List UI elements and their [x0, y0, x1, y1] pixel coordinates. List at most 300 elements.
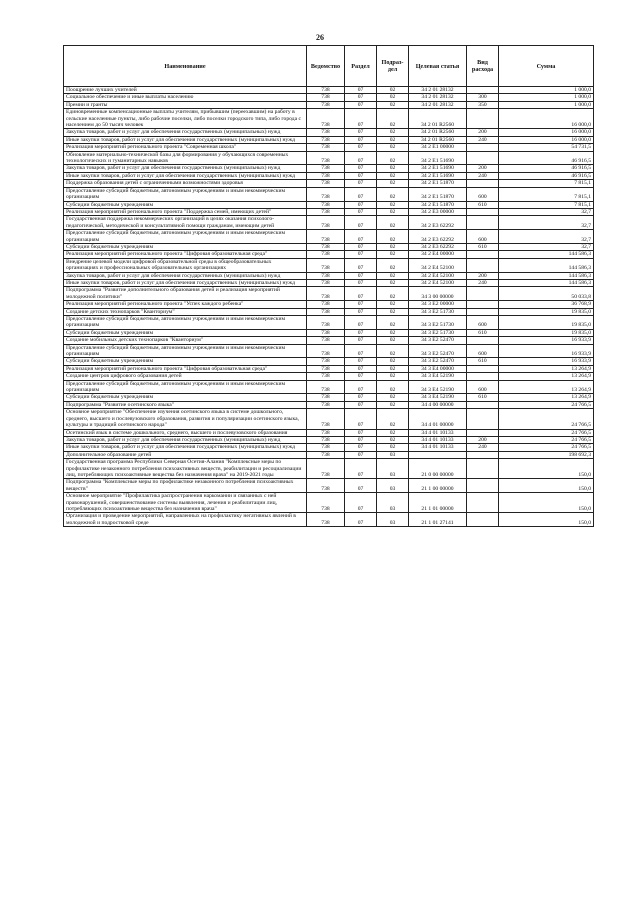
- row-subsection: 02: [377, 109, 409, 129]
- row-subsection: 02: [377, 401, 409, 408]
- row-name: Единовременные компенсационные выплаты учителям, прибывшим (переехавшим) на работу в сельские населенные пункты, либо рабочие поселки, либо поселки городского типа, либо города с населением до 50 тысяч человек: [64, 109, 307, 129]
- budget-table: [63, 45, 594, 527]
- row-expense-type: [467, 251, 499, 258]
- row-expense-type: 600: [467, 344, 499, 358]
- row-name: Подпрограмма "Комплексные меры по профилактике незаконного потребления психоактивных веществ": [64, 479, 307, 493]
- table-row: [64, 301, 594, 308]
- row-subsection: 02: [377, 344, 409, 358]
- table-row: [64, 493, 594, 513]
- row-target-article: 34 4 01 00000: [409, 409, 467, 429]
- row-target-article: 34 2 01 R2560: [409, 109, 467, 129]
- row-section: 07: [345, 109, 377, 129]
- row-department: 738: [307, 180, 345, 187]
- row-department: 738: [307, 258, 345, 272]
- row-section: 07: [345, 451, 377, 458]
- row-subsection: 02: [377, 329, 409, 336]
- row-name: Реализация мероприятий регионального проекта "Успех каждого ребенка": [64, 301, 307, 308]
- row-section: 07: [345, 365, 377, 372]
- header-department: Ведомство: [307, 46, 345, 87]
- row-name: Поддержка образования детей с ограниченными возможностями здоровья: [64, 180, 307, 187]
- row-amount: 1 000,0: [499, 101, 594, 108]
- row-section: 07: [345, 230, 377, 244]
- row-department: 738: [307, 230, 345, 244]
- row-amount: 16 933,9: [499, 344, 594, 358]
- row-amount: 16 000,0: [499, 109, 594, 129]
- row-target-article: 34 4 01 10133: [409, 444, 467, 451]
- row-amount: 13 264,9: [499, 380, 594, 394]
- row-name: Подпрограмма "Развитие дополнительного образования детей и реализация мероприятий молодежной политики": [64, 287, 307, 301]
- row-amount: 1 000,0: [499, 94, 594, 101]
- table-row: [64, 243, 594, 250]
- table-row: [64, 201, 594, 208]
- row-department: 738: [307, 479, 345, 493]
- row-department: 738: [307, 409, 345, 429]
- row-amount: 150,0: [499, 459, 594, 479]
- row-department: 738: [307, 165, 345, 172]
- row-expense-type: [467, 180, 499, 187]
- row-subsection: 02: [377, 187, 409, 201]
- row-expense-type: [467, 479, 499, 493]
- row-section: 07: [345, 165, 377, 172]
- row-name: Создание детских технопарков "Кванториум": [64, 308, 307, 315]
- row-expense-type: [467, 208, 499, 215]
- row-department: 738: [307, 459, 345, 479]
- row-target-article: 34 2 E3 00000: [409, 208, 467, 215]
- row-target-article: 34 3 E2 51730: [409, 329, 467, 336]
- row-name: Поощрение лучших учителей: [64, 87, 307, 94]
- row-name: Государственная программа Республики Северная Осетия-Алания "Комплексные меры по профилактике незаконного потребления психоактивных веществ, реабилитации и ресоциализации лиц, потребляющих психоактивные вещества без назначения врача" на 2019-2021 годы: [64, 459, 307, 479]
- row-expense-type: 610: [467, 329, 499, 336]
- row-section: 07: [345, 301, 377, 308]
- row-department: 738: [307, 493, 345, 513]
- row-target-article: 34 2 E3 62292: [409, 230, 467, 244]
- row-amount: 144 586,3: [499, 279, 594, 286]
- row-amount: 150,0: [499, 493, 594, 513]
- row-target-article: 34 2 E4 00000: [409, 251, 467, 258]
- row-section: 07: [345, 144, 377, 151]
- row-expense-type: [467, 373, 499, 380]
- row-amount: 24 766,5: [499, 444, 594, 451]
- header-target-article: Целевая статья: [409, 46, 467, 87]
- row-name: Субсидии бюджетным учреждениям: [64, 394, 307, 401]
- row-subsection: 02: [377, 272, 409, 279]
- row-department: 738: [307, 144, 345, 151]
- row-section: 07: [345, 279, 377, 286]
- row-section: 07: [345, 258, 377, 272]
- table-row: [64, 394, 594, 401]
- row-subsection: 02: [377, 251, 409, 258]
- row-department: 738: [307, 513, 345, 527]
- row-department: 738: [307, 251, 345, 258]
- row-subsection: 02: [377, 301, 409, 308]
- row-expense-type: [467, 301, 499, 308]
- row-amount: 16 000,0: [499, 136, 594, 143]
- row-name: Реализация мероприятий регионального проекта "Цифровая образовательная среда": [64, 365, 307, 372]
- row-section: 07: [345, 151, 377, 165]
- row-subsection: 02: [377, 287, 409, 301]
- row-section: 07: [345, 308, 377, 315]
- row-expense-type: [467, 429, 499, 436]
- row-department: 738: [307, 216, 345, 230]
- row-subsection: 02: [377, 180, 409, 187]
- row-name: Внедрение целевой модели цифровой образовательной среды в общеобразовательных организациях и профессиональных образовательных организациях: [64, 258, 307, 272]
- row-expense-type: [467, 337, 499, 344]
- row-subsection: 02: [377, 279, 409, 286]
- row-name: Предоставление субсидий бюджетным, автономным учреждениям и иным некоммерческим организациям: [64, 230, 307, 244]
- row-target-article: 34 2 E1 51690: [409, 151, 467, 165]
- row-subsection: 02: [377, 172, 409, 179]
- row-department: 738: [307, 301, 345, 308]
- row-target-article: 21 0 00 00000: [409, 459, 467, 479]
- row-expense-type: 600: [467, 187, 499, 201]
- row-expense-type: [467, 513, 499, 527]
- row-subsection: 02: [377, 444, 409, 451]
- row-section: 07: [345, 101, 377, 108]
- table-row: [64, 436, 594, 443]
- row-target-article: 34 3 E4 00000: [409, 365, 467, 372]
- table-row: [64, 329, 594, 336]
- row-department: 738: [307, 279, 345, 286]
- row-expense-type: 350: [467, 101, 499, 108]
- row-subsection: 02: [377, 216, 409, 230]
- row-subsection: 02: [377, 316, 409, 330]
- row-amount: 150,0: [499, 479, 594, 493]
- row-subsection: 02: [377, 358, 409, 365]
- row-subsection: 02: [377, 436, 409, 443]
- row-amount: 144 586,3: [499, 258, 594, 272]
- table-row: [64, 287, 594, 301]
- row-expense-type: 240: [467, 279, 499, 286]
- row-expense-type: [467, 308, 499, 315]
- row-name: Иные закупки товаров, работ и услуг для обеспечения государственных (муниципальных) нужд: [64, 172, 307, 179]
- row-expense-type: [467, 216, 499, 230]
- table-row: [64, 409, 594, 429]
- row-target-article: 34 4 01 10133: [409, 429, 467, 436]
- row-expense-type: 240: [467, 444, 499, 451]
- row-expense-type: 610: [467, 201, 499, 208]
- row-expense-type: 200: [467, 129, 499, 136]
- table-row: [64, 344, 594, 358]
- row-target-article: 34 3 E2 52470: [409, 358, 467, 365]
- row-name: Иные закупки товаров, работ и услуг для обеспечения государственных (муниципальных) нужд: [64, 136, 307, 143]
- table-row: [64, 258, 594, 272]
- row-name: Реализация мероприятий регионального проекта "Современная школа": [64, 144, 307, 151]
- row-department: 738: [307, 172, 345, 179]
- row-department: 738: [307, 243, 345, 250]
- row-amount: 13 264,9: [499, 365, 594, 372]
- row-amount: 32,7: [499, 230, 594, 244]
- row-department: 738: [307, 401, 345, 408]
- row-name: Предоставление субсидий бюджетным, автономным учреждениям и иным некоммерческим организациям: [64, 344, 307, 358]
- row-amount: 7 815,1: [499, 180, 594, 187]
- table-row: [64, 230, 594, 244]
- table-header-row: [64, 46, 594, 87]
- row-subsection: 02: [377, 208, 409, 215]
- row-subsection: 02: [377, 258, 409, 272]
- row-department: 738: [307, 429, 345, 436]
- row-amount: 198 692,3: [499, 451, 594, 458]
- table-row: [64, 187, 594, 201]
- table-row: [64, 358, 594, 365]
- row-section: 07: [345, 436, 377, 443]
- row-department: 738: [307, 208, 345, 215]
- row-expense-type: 240: [467, 136, 499, 143]
- row-section: 07: [345, 208, 377, 215]
- row-expense-type: 610: [467, 243, 499, 250]
- row-section: 07: [345, 136, 377, 143]
- table-row: [64, 337, 594, 344]
- row-amount: 16 933,9: [499, 337, 594, 344]
- row-target-article: 34 2 E1 51870: [409, 180, 467, 187]
- row-subsection: 03: [377, 513, 409, 527]
- row-section: 07: [345, 409, 377, 429]
- row-name: Обновление материально-технической базы для формирования у обучающихся современных технологических и гуманитарных навыков: [64, 151, 307, 165]
- row-department: 738: [307, 287, 345, 301]
- row-department: 738: [307, 308, 345, 315]
- row-name: Закупка товаров, работ и услуг для обеспечения государственных (муниципальных) нужд: [64, 436, 307, 443]
- row-name: Субсидии бюджетным учреждениям: [64, 329, 307, 336]
- row-target-article: 34 2 01 R2560: [409, 129, 467, 136]
- row-name: Социальное обеспечение и иные выплаты населению: [64, 94, 307, 101]
- row-expense-type: [467, 493, 499, 513]
- row-section: 07: [345, 272, 377, 279]
- page-number: 26: [316, 33, 324, 42]
- row-subsection: 02: [377, 151, 409, 165]
- row-amount: 16 933,9: [499, 358, 594, 365]
- row-target-article: 34 2 E3 62292: [409, 243, 467, 250]
- row-amount: 13 264,9: [499, 394, 594, 401]
- row-target-article: 34 3 E2 52470: [409, 344, 467, 358]
- row-expense-type: [467, 87, 499, 94]
- row-name: Осетинский язык в системе дошкольного, среднего, высшего и послевузовского образования: [64, 429, 307, 436]
- row-section: 07: [345, 380, 377, 394]
- row-department: 738: [307, 358, 345, 365]
- row-amount: 7 815,1: [499, 187, 594, 201]
- row-amount: 46 916,5: [499, 165, 594, 172]
- row-target-article: 34 2 01 28132: [409, 101, 467, 108]
- row-target-article: 34 2 E4 52100: [409, 258, 467, 272]
- row-name: Иные закупки товаров, работ и услуг для обеспечения государственных (муниципальных) нужд: [64, 279, 307, 286]
- row-expense-type: [467, 287, 499, 301]
- row-target-article: 34 2 01 R2560: [409, 136, 467, 143]
- row-department: 738: [307, 109, 345, 129]
- table-row: [64, 165, 594, 172]
- row-amount: 19 835,0: [499, 329, 594, 336]
- row-name: Закупка товаров, работ и услуг для обеспечения государственных (муниципальных) нужд: [64, 129, 307, 136]
- row-target-article: 34 3 E2 00000: [409, 301, 467, 308]
- row-expense-type: 600: [467, 230, 499, 244]
- row-amount: 46 916,5: [499, 151, 594, 165]
- row-subsection: 02: [377, 409, 409, 429]
- row-subsection: 03: [377, 459, 409, 479]
- row-amount: 24 766,5: [499, 401, 594, 408]
- row-target-article: 34 2 E1 51690: [409, 172, 467, 179]
- row-department: 738: [307, 444, 345, 451]
- row-target-article: 34 2 E1 00000: [409, 144, 467, 151]
- row-amount: 24 766,5: [499, 436, 594, 443]
- row-expense-type: [467, 401, 499, 408]
- table-row: [64, 94, 594, 101]
- row-amount: 150,0: [499, 513, 594, 527]
- row-expense-type: 300: [467, 94, 499, 101]
- row-expense-type: [467, 451, 499, 458]
- row-section: 07: [345, 243, 377, 250]
- row-subsection: 02: [377, 243, 409, 250]
- row-department: 738: [307, 187, 345, 201]
- row-expense-type: [467, 144, 499, 151]
- row-expense-type: [467, 109, 499, 129]
- table-row: [64, 216, 594, 230]
- row-name: Субсидии бюджетным учреждениям: [64, 358, 307, 365]
- row-name: Премии и гранты: [64, 101, 307, 108]
- row-name: Субсидии бюджетным учреждениям: [64, 201, 307, 208]
- row-amount: 19 835,0: [499, 316, 594, 330]
- row-department: 738: [307, 129, 345, 136]
- row-department: 738: [307, 136, 345, 143]
- row-target-article: 34 3 E2 51730: [409, 316, 467, 330]
- table-row: [64, 444, 594, 451]
- row-department: 738: [307, 329, 345, 336]
- table-row: [64, 429, 594, 436]
- row-section: 07: [345, 201, 377, 208]
- row-target-article: 34 4 00 00000: [409, 401, 467, 408]
- row-amount: 24 766,5: [499, 409, 594, 429]
- row-department: 738: [307, 87, 345, 94]
- row-subsection: 02: [377, 365, 409, 372]
- table-row: [64, 308, 594, 315]
- row-subsection: 02: [377, 337, 409, 344]
- row-department: 738: [307, 272, 345, 279]
- row-amount: 7 815,1: [499, 201, 594, 208]
- row-target-article: 34 2 01 28132: [409, 87, 467, 94]
- row-target-article: 34 3 00 00000: [409, 287, 467, 301]
- table-row: [64, 373, 594, 380]
- row-amount: 54 731,5: [499, 144, 594, 151]
- table-row: [64, 136, 594, 143]
- row-target-article: 34 2 E3 62292: [409, 216, 467, 230]
- row-section: 07: [345, 287, 377, 301]
- table-row: [64, 101, 594, 108]
- row-department: 738: [307, 436, 345, 443]
- row-expense-type: [467, 365, 499, 372]
- row-name: Основное мероприятие "Профилактика распространения наркомании и связанных с ней правонарушений, совершенствование системы выявления, лечения и реабилитации лиц, потребляющих психоактивные вещества без назначения врача": [64, 493, 307, 513]
- row-name: Закупка товаров, работ и услуг для обеспечения государственных (муниципальных) нужд: [64, 165, 307, 172]
- row-name: Закупка товаров, работ и услуг для обеспечения государственных (муниципальных) нужд: [64, 272, 307, 279]
- row-section: 07: [345, 479, 377, 493]
- row-department: 738: [307, 380, 345, 394]
- row-amount: 32,7: [499, 208, 594, 215]
- row-section: 07: [345, 513, 377, 527]
- row-name: Основное мероприятие "Обеспечение изучения осетинского языка в системе дошкольного, среднего, высшего и послевузовского образования, развития и популяризации осетинского языка, культуры и традиций осетинского народа": [64, 409, 307, 429]
- row-department: 738: [307, 344, 345, 358]
- row-section: 07: [345, 87, 377, 94]
- header-amount: Сумма: [499, 46, 594, 87]
- row-amount: 32,7: [499, 216, 594, 230]
- row-target-article: [409, 451, 467, 458]
- header-expense-type: Вид расхода: [467, 46, 499, 87]
- row-department: 738: [307, 94, 345, 101]
- row-amount: 46 916,5: [499, 172, 594, 179]
- row-expense-type: 610: [467, 358, 499, 365]
- row-section: 07: [345, 187, 377, 201]
- row-amount: 32,7: [499, 243, 594, 250]
- row-amount: 16 000,0: [499, 129, 594, 136]
- row-target-article: 21 1 01 00000: [409, 493, 467, 513]
- row-amount: 24 766,5: [499, 429, 594, 436]
- row-department: 738: [307, 394, 345, 401]
- table-row: [64, 316, 594, 330]
- row-expense-type: [467, 151, 499, 165]
- row-name: Иные закупки товаров, работ и услуг для обеспечения государственных (муниципальных) нужд: [64, 444, 307, 451]
- row-subsection: 02: [377, 144, 409, 151]
- row-subsection: 02: [377, 230, 409, 244]
- table-row: [64, 129, 594, 136]
- row-section: 07: [345, 493, 377, 513]
- row-subsection: 02: [377, 380, 409, 394]
- table-row: [64, 451, 594, 458]
- row-subsection: 02: [377, 136, 409, 143]
- row-subsection: 02: [377, 308, 409, 315]
- row-target-article: 34 2 E4 52100: [409, 272, 467, 279]
- row-target-article: 34 3 E4 52190: [409, 380, 467, 394]
- row-target-article: 34 2 E4 52100: [409, 279, 467, 286]
- row-section: 07: [345, 401, 377, 408]
- row-subsection: 02: [377, 165, 409, 172]
- row-name: Подпрограмма "Развитие осетинского языка": [64, 401, 307, 408]
- row-department: 738: [307, 365, 345, 372]
- row-amount: 13 264,9: [499, 373, 594, 380]
- row-section: 07: [345, 216, 377, 230]
- row-target-article: 34 2 E1 51870: [409, 187, 467, 201]
- table-row: [64, 172, 594, 179]
- row-subsection: 02: [377, 94, 409, 101]
- row-subsection: 02: [377, 101, 409, 108]
- row-subsection: 02: [377, 429, 409, 436]
- row-expense-type: 200: [467, 436, 499, 443]
- table-row: [64, 459, 594, 479]
- row-section: 07: [345, 459, 377, 479]
- row-section: 07: [345, 394, 377, 401]
- table-row: [64, 365, 594, 372]
- table-row: [64, 479, 594, 493]
- row-subsection: 02: [377, 394, 409, 401]
- table-row: [64, 279, 594, 286]
- row-section: 07: [345, 129, 377, 136]
- row-name: Субсидии бюджетным учреждениям: [64, 243, 307, 250]
- row-expense-type: [467, 459, 499, 479]
- table-row: [64, 272, 594, 279]
- row-expense-type: 200: [467, 272, 499, 279]
- row-section: 07: [345, 172, 377, 179]
- table-row: [64, 180, 594, 187]
- header-section: Раздел: [345, 46, 377, 87]
- row-amount: 36 768,9: [499, 301, 594, 308]
- header-name: Наименование: [64, 46, 307, 87]
- table-row: [64, 380, 594, 394]
- row-target-article: 34 3 E4 52190: [409, 394, 467, 401]
- row-subsection: 02: [377, 87, 409, 94]
- row-subsection: 02: [377, 373, 409, 380]
- row-amount: 1 000,0: [499, 87, 594, 94]
- row-department: 738: [307, 373, 345, 380]
- row-name: Государственная поддержка некоммерческих организаций в целях оказания психолого-педагогической, методической и консультативной помощи гражданам, имеющим детей: [64, 216, 307, 230]
- row-expense-type: 600: [467, 380, 499, 394]
- row-section: 07: [345, 444, 377, 451]
- table-row: [64, 513, 594, 527]
- row-amount: 144 586,3: [499, 272, 594, 279]
- row-target-article: 21 1 00 00000: [409, 479, 467, 493]
- row-target-article: 34 4 01 10133: [409, 436, 467, 443]
